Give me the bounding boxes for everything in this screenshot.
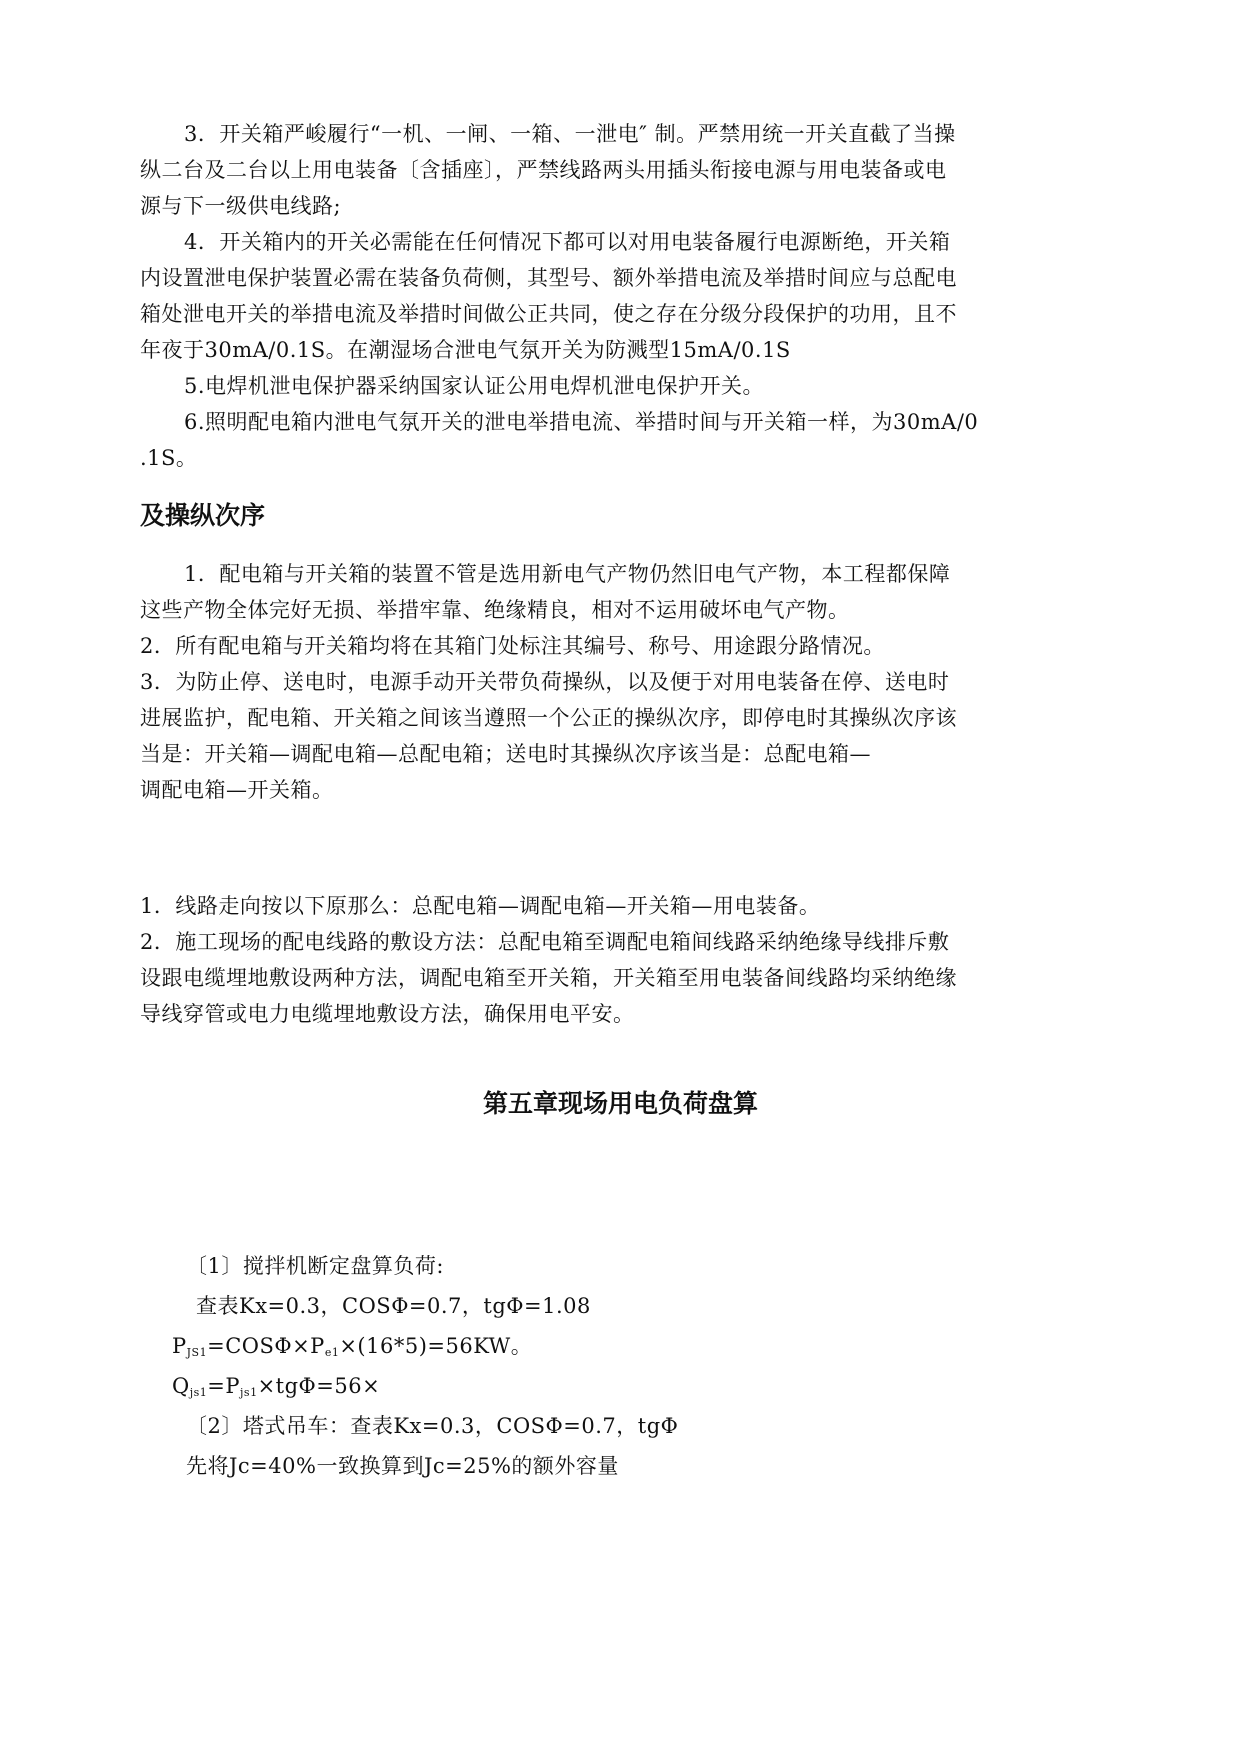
paragraph-line: 源与下一级供电线路; [140, 194, 342, 218]
paragraph-line: 1．线路走向按以下原那么：总配电箱—调配电箱—开关箱—用电装备。 [140, 894, 821, 918]
formula-subscript: js1 [240, 1386, 258, 1399]
chapter-title: 第五章现场用电负荷盘算 [482, 1089, 758, 1118]
paragraph-line: 5.电焊机泄电保护器采纳国家认证公用电焊机泄电保护开关。 [184, 374, 765, 398]
paragraph-line: 年夜于30mA/0.1S。在潮湿场合泄电气氛开关为防溅型15mA/0.1S [140, 338, 791, 362]
formula-text: =P [207, 1374, 241, 1398]
paragraph-line: 4．开关箱内的开关必需能在任何情况下都可以对用电装备履行电源断绝，开关箱 [184, 230, 951, 254]
paragraph-line: 进展监护，配电箱、开关箱之间该当遵照一个公正的操纵次序，即停电时其操纵次序该 [140, 706, 957, 730]
formula-text: =COSΦ×P [207, 1334, 325, 1358]
paragraph-line: 6.照明配电箱内泄电气氛开关的泄电举措电流、举措时间与开关箱一样，为30mA/0 [184, 410, 979, 434]
paragraph-line: 当是：开关箱—调配电箱—总配电箱；送电时其操纵次序该当是：总配电箱— [140, 742, 871, 766]
calc-formula-pjs [172, 1326, 532, 1366]
formula-text: ×(16*5)=56KW。 [339, 1334, 533, 1358]
paragraph-line: 导线穿管或电力电缆埋地敷设方法，确保用电平安。 [140, 1002, 635, 1026]
paragraph-line: 3．开关箱严峻履行“一机、一闸、一箱、一泄电″ 制。严禁用统一开关直截了当操 [184, 122, 956, 146]
calc-table-values: 查表Kx=0.3，COSΦ=0.7，tgΦ=1.08 [196, 1294, 591, 1318]
formula-subscript: js1 [189, 1386, 208, 1399]
formula-subscript: JS1 [186, 1346, 208, 1359]
paragraph-line: 2．施工现场的配电线路的敷设方法：总配电箱至调配电箱间线路采纳绝缘导线排斥敷 [140, 930, 950, 954]
formula-subscript: e1 [324, 1346, 340, 1359]
paragraph-line: 这些产物全体完好无损、举措牢靠、绝缘精良，相对不运用破坏电气产物。 [140, 598, 850, 622]
calc-item-title: 〔1〕搅拌机断定盘算负荷: [186, 1254, 444, 1278]
formula-text: ×tgΦ=56× [257, 1374, 381, 1398]
paragraph-line: 内设置泄电保护装置必需在装备负荷侧，其型号、额外举措电流及举措时间应与总配电 [140, 266, 957, 290]
paragraph-line: 2．所有配电箱与开关箱均将在其箱门处标注其编号、称号、用途跟分路情况。 [140, 634, 885, 658]
calc-note: 先将Jc=40%一致换算到Jc=25%的额外容量 [186, 1454, 619, 1478]
paragraph-line: 纵二台及二台以上用电装备〔含插座〕，严禁线路两头用插头衔接电源与用电装备或电 [140, 158, 947, 182]
paragraph-line: 调配电箱—开关箱。 [140, 778, 334, 802]
paragraph-line: 箱处泄电开关的举措电流及举措时间做公正共同，使之存在分级分段保护的功用，且不 [140, 302, 957, 326]
paragraph-line: .1S。 [140, 446, 198, 470]
formula-symbol: Q [172, 1374, 190, 1398]
paragraph-line: 3．为防止停、送电时，电源手动开关带负荷操纵，以及便于对用电装备在停、送电时 [140, 670, 950, 694]
formula-symbol: P [172, 1334, 187, 1358]
calc-item-title: 〔2〕塔式吊车：查表Kx=0.3，COSΦ=0.7，tgΦ [186, 1414, 679, 1438]
section-heading: 及操纵次序 [140, 501, 266, 530]
calc-formula-qjs [172, 1366, 380, 1406]
paragraph-line: 设跟电缆埋地敷设两种方法，调配电箱至开关箱，开关箱至用电装备间线路均采纳绝缘 [140, 966, 957, 990]
paragraph-line: 1．配电箱与开关箱的装置不管是选用新电气产物仍然旧电气产物，本工程都保障 [184, 562, 951, 586]
